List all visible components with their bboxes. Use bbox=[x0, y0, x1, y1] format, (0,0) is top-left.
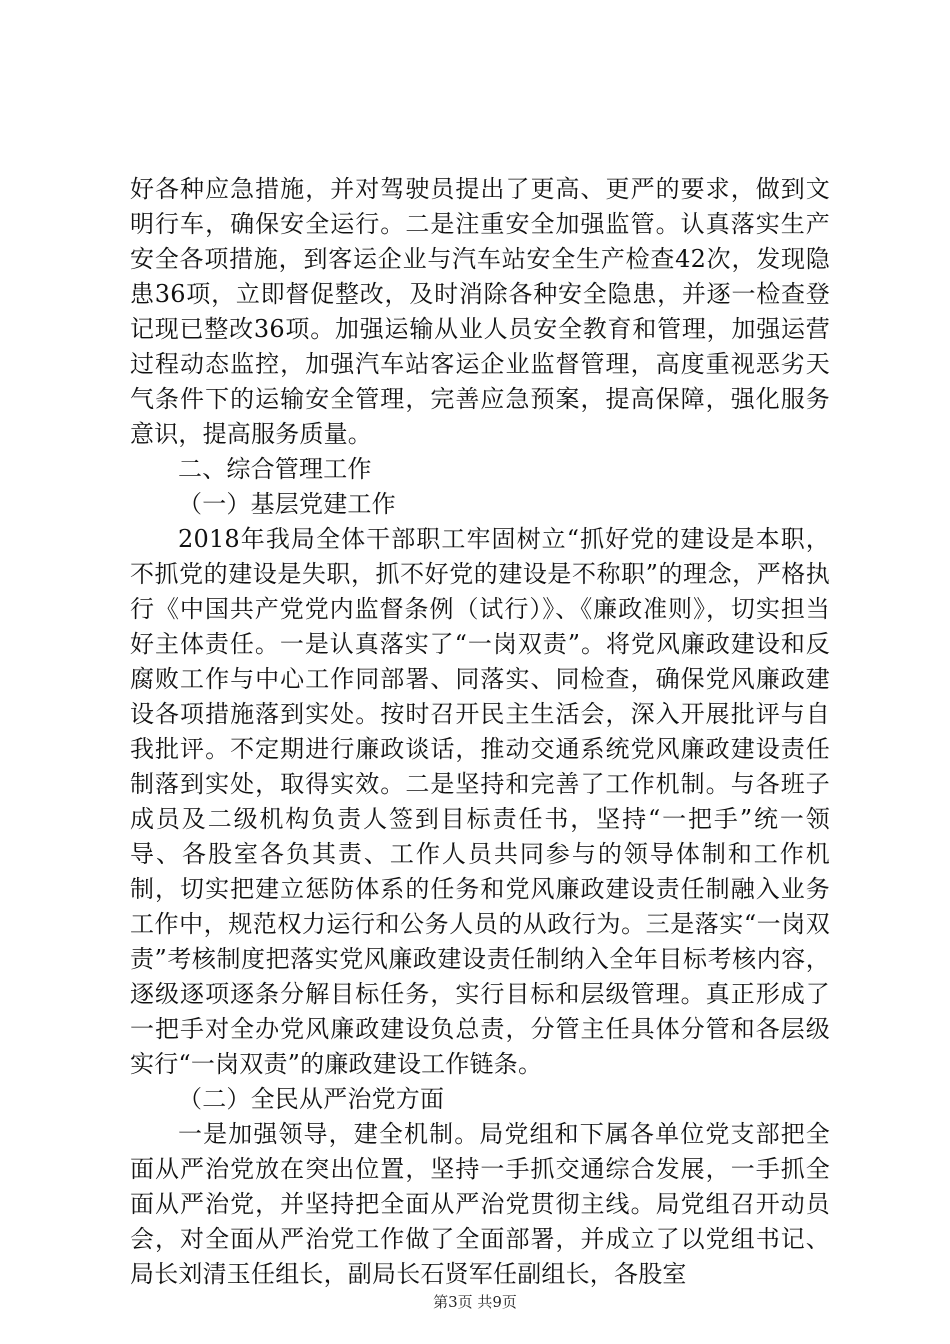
paragraph-safety-measures: 好各种应急措施，并对驾驶员提出了更高、更严的要求，做到文明行车，确保安全运行。二是注重安全加强监管。认真落实生产安全各项措施，到客运企业与汽车站安全生产检查42次，发现隐患36项，立即督促整改，及时消除各种安全隐患，并逐一检查登记现已整改36项。加强运输从业人员安全教育和管理，加强运营过程动态监控，加强汽车站客运企业监督管理，高度重视恶劣天气条件下的运输安全管理，完善应急预案，提高保障，强化服务意识，提高服务质量。 bbox=[130, 175, 830, 448]
paragraph-party-building: 2018年我局全体干部职工牢固树立“抓好党的建设是本职，不抓党的建设是失职，抓不好党的建设是不称职”的理念，严格执行《中国共产党党内监督条例（试行）》、《廉政准则》，切实担当好主体责任。一是认真落实了“一岗双责”。将党风廉政建设和反腐败工作与中心工作同部署、同落实、同检查，确保党风廉政建设各项措施落到实处。按时召开民主生活会，深入开展批评与自我批评。不定期进行廉政谈话，推动交通系统党风廉政建设责任制落到实处，取得实效。二是坚持和完善了工作机制。与各班子成员及二级机构负责人签到目标责任书，坚持“一把手”统一领导、各股室各负其责、工作人员共同参与的领导体制和工作机制，切实把建立惩防体系的任务和党风廉政建设责任制融入业务工作中，规范权力运行和公务人员的从政行为。三是落实“一岗双责”考核制度把落实党风廉政建设责任制纳入全年目标考核内容，逐级逐项逐条分解目标任务，实行目标和层级管理。真正形成了一把手对全办党风廉政建设负总责，分管主任具体分管和各层级实行“一岗双责”的廉政建设工作链条。 bbox=[130, 525, 830, 1078]
section-heading-comprehensive-management: 二、综合管理工作 bbox=[178, 455, 372, 483]
subsection-heading-party-building: （一）基层党建工作 bbox=[178, 490, 396, 518]
paragraph-strict-governance: 一是加强领导，建全机制。局党组和下属各单位党支部把全面从严治党放在突出位置，坚持一手抓交通综合发展，一手抓全面从严治党，并坚持把全面从严治党贯彻主线。局党组召开动员会，对全面从严治党工作做了全面部署，并成立了以党组书记、局长刘清玉任组长，副局长石贤军任副组长，各股室 bbox=[130, 1120, 830, 1288]
page-number-footer: 第3页 共9页 bbox=[433, 1293, 517, 1311]
subsection-heading-strict-governance: （二）全民从严治党方面 bbox=[178, 1085, 445, 1113]
document-body bbox=[130, 172, 830, 1292]
